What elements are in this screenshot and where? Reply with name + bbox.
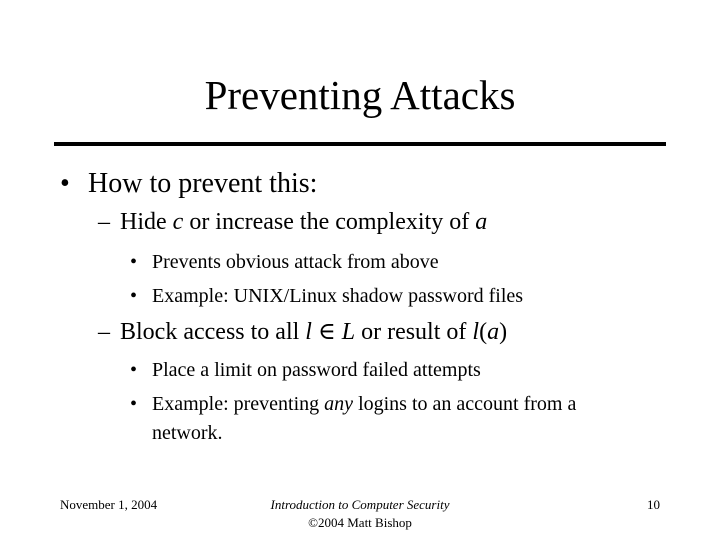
text-fragment: ) [499, 319, 508, 345]
footer-date: November 1, 2004 [60, 497, 158, 512]
page-number: 10 [647, 497, 660, 512]
item-shadow-password-example: Example: UNIX/Linux shadow password files [152, 285, 524, 307]
item-prevent-any-logins-continued: network. [152, 422, 223, 444]
dash-marker: – [98, 319, 110, 345]
variable-l: l [472, 319, 480, 345]
item-prevents-obvious-attack: Prevents obvious attack from above [152, 251, 439, 273]
sub-bullet-block-access [120, 317, 507, 347]
item-prevent-any-logins [152, 391, 576, 417]
text-fragment: ( [479, 319, 488, 345]
bullet-marker: • [130, 251, 138, 273]
emphasis-any: any [324, 393, 354, 415]
dash-marker: – [98, 209, 110, 235]
variable-L: L [341, 319, 356, 345]
bullet-marker: • [130, 393, 138, 415]
bullet-how-to-prevent: How to prevent this: [88, 168, 318, 199]
bullet-marker: • [60, 168, 70, 199]
bullet-marker: • [130, 359, 138, 381]
element-of-symbol: ∈ [311, 319, 342, 345]
title-divider [54, 142, 666, 146]
text-fragment: or result of [355, 319, 473, 345]
text-fragment: logins to an account from a [353, 393, 577, 415]
variable-a: a [487, 319, 500, 345]
item-limit-failed-attempts: Place a limit on password failed attempts [152, 359, 481, 381]
variable-a: a [475, 209, 488, 235]
sub-bullet-hide-c [120, 207, 487, 237]
text-fragment: or increase the complexity of [183, 209, 476, 235]
bullet-marker: • [130, 285, 138, 307]
footer-course-title: Introduction to Computer Security [270, 497, 450, 512]
slide-title: Preventing Attacks [204, 72, 516, 118]
text-fragment: Hide [120, 209, 173, 235]
footer-copyright: ©2004 Matt Bishop [308, 515, 412, 530]
text-fragment: Block access to all [120, 319, 306, 345]
variable-c: c [172, 209, 184, 235]
text-fragment: Example: preventing [152, 393, 325, 415]
variable-l: l [305, 319, 312, 345]
